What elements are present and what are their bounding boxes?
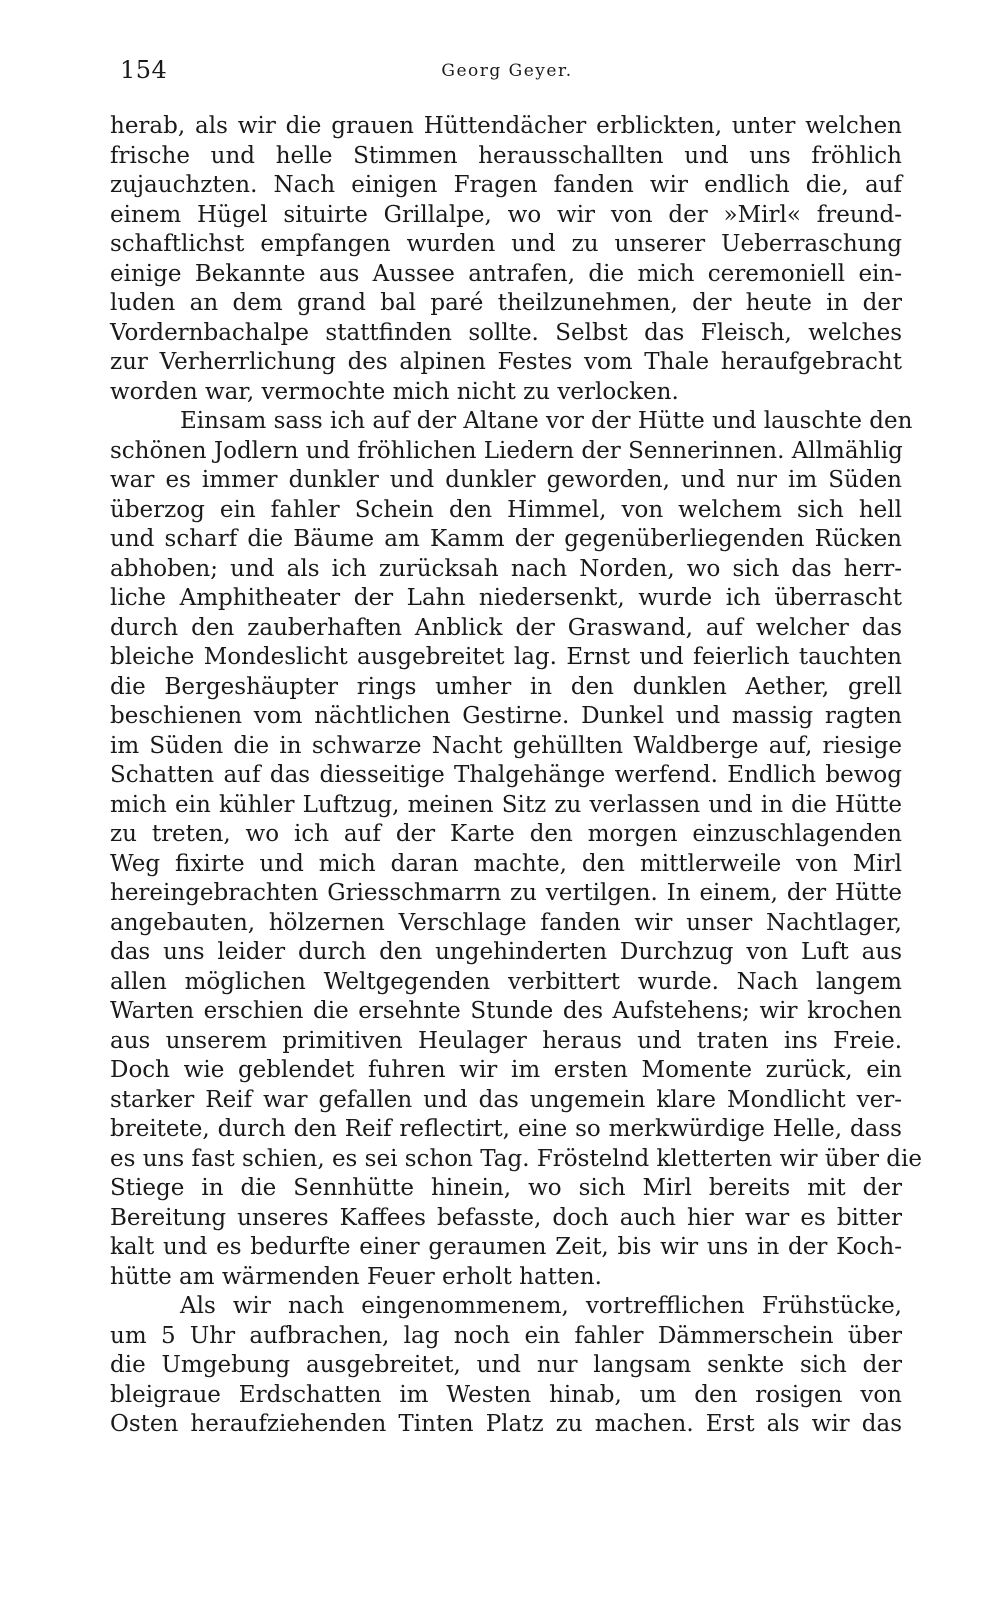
text-line: allen möglichen Weltgegenden verbittert wurde. Nach langem [110, 968, 902, 995]
text-line: abhoben; und als ich zurücksah nach Norden, wo sich das herr- [110, 555, 902, 582]
text-line: die Umgebung ausgebreitet, und nur langsam senkte sich der [110, 1352, 902, 1378]
text-line: um 5 Uhr aufbrachen, lag noch ein fahler Dämmerschein über [110, 1322, 902, 1349]
text-line: Vordernbachalpe stattfinden sollte. Selbst das Fleisch, welches [110, 319, 902, 346]
text-line: starker Reif war gefallen und das ungemein klare Mondlicht ver- [110, 1086, 902, 1113]
text-line: überzog ein fahler Schein den Himmel, von welchem sich hell [110, 496, 902, 523]
text-line: breitete, durch den Reif reflectirt, eine so merkwürdige Helle, dass [110, 1116, 902, 1142]
text-line: Warten erschien die ersehnte Stunde des Aufstehens; wir krochen [110, 998, 902, 1024]
text-line: zujauchzten. Nach einigen Fragen fanden wir endlich die, auf [110, 172, 902, 198]
text-line: es uns fast schien, es sei schon Tag. Fröstelnd kletterten wir über die [110, 1145, 922, 1172]
text-line: im Süden die in schwarze Nacht gehüllten Waldberge auf, riesige [110, 732, 902, 759]
text-line: hütte am wärmenden Feuer erholt hatten. [110, 1263, 602, 1290]
text-line: kalt und es bedurfte einer geraumen Zeit, bis wir uns in der Koch- [110, 1234, 902, 1260]
page-header [112, 50, 902, 90]
paragraph [110, 1292, 902, 1440]
text-line: liche Amphitheater der Lahn niedersenkt, wurde ich überrascht [110, 585, 902, 611]
text-line: und scharf die Bäume am Kamm der gegenüberliegenden Rücken [110, 526, 902, 552]
text-line: schaftlichst empfangen wurden und zu unserer Ueberraschung [110, 231, 902, 257]
text-line: worden war, vermochte mich nicht zu verlocken. [110, 378, 679, 405]
text-line: Bereitung unseres Kaffees befasste, doch auch hier war es bitter [110, 1204, 902, 1231]
text-line: zur Verherrlichung des alpinen Festes vom Thale heraufgebracht [110, 349, 902, 375]
text-line: Doch wie geblendet fuhren wir im ersten Momente zurück, ein [110, 1057, 902, 1083]
page-number: 154 [120, 56, 168, 84]
text-line: Stiege in die Sennhütte hinein, wo sich Mirl bereits mit der [110, 1175, 902, 1201]
text-line: Als wir nach eingenommenem, vortrefflichen Frühstücke, [180, 1293, 902, 1319]
text-line: herab, als wir die grauen Hüttendächer erblickten, unter welchen [110, 113, 902, 139]
text-line: das uns leider durch den ungehinderten Durchzug von Luft aus [110, 939, 902, 965]
text-line: einige Bekannte aus Aussee antrafen, die mich ceremoniell ein- [110, 260, 902, 287]
text-line: die Bergeshäupter rings umher in den dunklen Aether, grell [110, 673, 902, 700]
text-line: angebauten, hölzernen Verschlage fanden wir unser Nachtlager, [110, 909, 902, 936]
running-head: Georg Geyer. [441, 61, 573, 81]
text-line: beschienen vom nächtlichen Gestirne. Dunkel und massig ragten [110, 703, 902, 729]
text-line: frische und helle Stimmen herausschallten und uns fröhlich [110, 142, 902, 169]
body-text [110, 112, 922, 1440]
text-line: Einsam sass ich auf der Altane vor der Hütte und lauschte den [180, 408, 913, 434]
paragraph [110, 112, 902, 407]
text-line: Weg fixirte und mich daran machte, den mittlerweile von Mirl [110, 850, 902, 877]
text-line: war es immer dunkler und dunkler geworden, und nur im Süden [110, 467, 902, 493]
text-line: hereingebrachten Griesschmarrn zu vertilgen. In einem, der Hütte [110, 880, 902, 906]
text-line: schönen Jodlern und fröhlichen Liedern der Sennerinnen. Allmählig [110, 437, 903, 464]
text-line: aus unserem primitiven Heulager heraus und traten ins Freie. [110, 1027, 902, 1054]
text-line: zu treten, wo ich auf der Karte den morgen einzuschlagenden [110, 821, 902, 847]
text-line: Osten heraufziehenden Tinten Platz zu machen. Erst als wir das [110, 1411, 902, 1437]
paragraph [110, 407, 922, 1292]
text-line: mich ein kühler Luftzug, meinen Sitz zu verlassen und in die Hütte [110, 791, 902, 818]
text-line: Schatten auf das diesseitige Thalgehänge werfend. Endlich bewog [110, 762, 902, 788]
text-line: einem Hügel situirte Grillalpe, wo wir von der »Mirl« freund- [110, 201, 902, 228]
text-line: luden an dem grand bal paré theilzunehmen, der heute in der [110, 290, 902, 316]
text-line: durch den zauberhaften Anblick der Graswand, auf welcher das [110, 614, 902, 641]
text-line: bleigraue Erdschatten im Westen hinab, um den rosigen von [110, 1381, 902, 1408]
text-line: bleiche Mondeslicht ausgebreitet lag. Ernst und feierlich tauchten [110, 644, 902, 670]
